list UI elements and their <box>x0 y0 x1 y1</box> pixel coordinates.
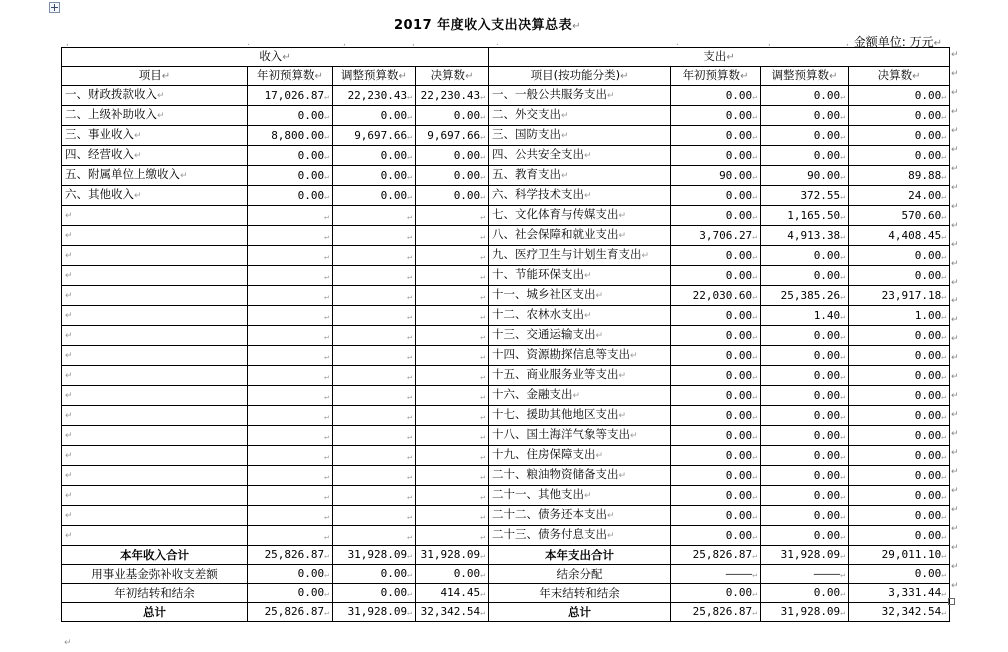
summary-income-initial: 25,826.87 ↵ <box>248 546 333 565</box>
expense-final: 1.00 ↵ <box>849 306 950 326</box>
empty-cell <box>333 366 416 386</box>
expense-initial: 0.00 ↵ <box>671 186 761 206</box>
empty-cell <box>62 526 248 546</box>
empty-cell <box>248 326 333 346</box>
row-end-mark: ↵ <box>951 467 959 478</box>
income-initial: 17,026.87 ↵ <box>248 86 333 106</box>
table-row <box>62 306 950 326</box>
table-row <box>62 226 950 246</box>
income-initial: 0.00 ↵ <box>248 186 333 206</box>
empty-cell <box>333 346 416 366</box>
expense-item: 二、外交支出 ↵ <box>489 106 671 126</box>
row-end-mark: ↵ <box>951 296 959 307</box>
summary-expense-adjusted: ———— ↵ <box>761 565 849 584</box>
expense-item: 五、教育支出 ↵ <box>489 166 671 186</box>
expense-adjusted: 0.00 ↵ <box>761 266 849 286</box>
table-row <box>62 506 950 526</box>
row-end-mark: ↵ <box>951 68 959 79</box>
empty-cell <box>248 466 333 486</box>
expense-initial: 3,706.27 ↵ <box>671 226 761 246</box>
table-row <box>62 86 950 106</box>
expense-item: 二十一、其他支出 ↵ <box>489 486 671 506</box>
expense-item: 十九、住房保障支出 ↵ <box>489 446 671 466</box>
expense-initial: 0.00 ↵ <box>671 266 761 286</box>
empty-cell <box>62 206 248 226</box>
expense-initial: 0.00 ↵ <box>671 526 761 546</box>
summary-income-initial: 0.00 ↵ <box>248 565 333 584</box>
expense-adjusted: 0.00 ↵ <box>761 366 849 386</box>
expense-adjusted: 0.00 ↵ <box>761 386 849 406</box>
empty-cell <box>333 486 416 506</box>
empty-cell <box>248 366 333 386</box>
summary-expense-item: 本年支出合计 <box>489 546 671 565</box>
summary-income-item: 总计 <box>62 603 248 622</box>
expense-initial: 0.00 ↵ <box>671 146 761 166</box>
paragraph-mark: ↵ <box>64 638 72 648</box>
expense-item: 十四、资源勘探信息等支出 ↵ <box>489 346 671 366</box>
expense-adjusted: 0.00 ↵ <box>761 346 849 366</box>
table-row <box>62 446 950 466</box>
expense-item: 七、文化体育与传媒支出 ↵ <box>489 206 671 226</box>
empty-cell <box>416 386 489 406</box>
summary-income-adjusted: 31,928.09 ↵ <box>333 603 416 622</box>
empty-cell <box>248 386 333 406</box>
expense-adjusted: 0.00 ↵ <box>761 106 849 126</box>
expense-item: 十一、城乡社区支出 ↵ <box>489 286 671 306</box>
table-row <box>62 286 950 306</box>
income-item: 二、上级补助收入 ↵ <box>62 106 248 126</box>
income-final: 0.00 ↵ <box>416 106 489 126</box>
expense-item: 十二、农林水支出 ↵ <box>489 306 671 326</box>
empty-cell <box>248 306 333 326</box>
expense-final: 4,408.45 ↵ <box>849 226 950 246</box>
empty-cell <box>248 506 333 526</box>
expense-item: 八、社会保障和就业支出 ↵ <box>489 226 671 246</box>
expense-item: 十三、交通运输支出 ↵ <box>489 326 671 346</box>
table-resize-handle[interactable] <box>948 598 955 605</box>
summary-expense-item: 年末结转和结余 <box>489 584 671 603</box>
income-initial: 0.00 ↵ <box>248 106 333 126</box>
expense-initial: 0.00 ↵ <box>671 366 761 386</box>
income-adjusted: 0.00 ↵ <box>333 186 416 206</box>
expense-item: 六、科学技术支出 ↵ <box>489 186 671 206</box>
row-end-mark: ↵ <box>951 410 959 421</box>
empty-cell <box>333 326 416 346</box>
col-expense-final: 决算数↵ <box>849 67 950 86</box>
expense-adjusted: 0.00 ↵ <box>761 526 849 546</box>
summary-income-final: 31,928.09 ↵ <box>416 546 489 565</box>
expense-initial: 0.00 ↵ <box>671 306 761 326</box>
row-end-mark: ↵ <box>951 182 959 193</box>
expense-initial: 0.00 ↵ <box>671 126 761 146</box>
table-row <box>62 406 950 426</box>
row-end-mark: ↵ <box>951 391 959 402</box>
row-end-mark: ↵ <box>951 580 959 591</box>
summary-income-item: 本年收入合计 <box>62 546 248 565</box>
col-income-item: 项目↵ <box>62 67 248 86</box>
empty-cell <box>333 206 416 226</box>
expense-adjusted: 0.00 ↵ <box>761 246 849 266</box>
empty-cell <box>416 346 489 366</box>
empty-cell <box>333 446 416 466</box>
expense-initial: 0.00 ↵ <box>671 406 761 426</box>
expense-item: 十五、商业服务业等支出 ↵ <box>489 366 671 386</box>
expense-adjusted: 0.00 ↵ <box>761 466 849 486</box>
budget-table <box>61 47 950 622</box>
income-adjusted: 0.00 ↵ <box>333 146 416 166</box>
expense-adjusted: 0.00 ↵ <box>761 506 849 526</box>
income-initial: 0.00 ↵ <box>248 166 333 186</box>
income-adjusted: 22,230.43 ↵ <box>333 86 416 106</box>
empty-cell <box>416 326 489 346</box>
expense-adjusted: 0.00 ↵ <box>761 486 849 506</box>
empty-cell <box>416 286 489 306</box>
empty-cell <box>333 406 416 426</box>
unit-label: 金额单位: 万元↵ <box>853 35 942 49</box>
document-title: 2017 年度收入支出决算总表↵ <box>393 18 582 33</box>
summary-income-initial: 25,826.87 ↵ <box>248 603 333 622</box>
empty-cell <box>62 246 248 266</box>
empty-cell <box>416 446 489 466</box>
expense-adjusted: 0.00 ↵ <box>761 86 849 106</box>
table-row <box>62 486 950 506</box>
expense-item: 九、医疗卫生与计划生育支出 ↵ <box>489 246 671 266</box>
summary-expense-adjusted: 31,928.09 ↵ <box>761 546 849 565</box>
empty-cell <box>416 226 489 246</box>
expense-adjusted: 372.55 ↵ <box>761 186 849 206</box>
expense-final: 0.00 ↵ <box>849 426 950 446</box>
expense-adjusted: 25,385.26 ↵ <box>761 286 849 306</box>
expense-initial: 0.00 ↵ <box>671 86 761 106</box>
expense-adjusted: 1.40 ↵ <box>761 306 849 326</box>
expense-final: 0.00 ↵ <box>849 406 950 426</box>
col-expense-item: 项目(按功能分类)↵ <box>489 67 671 86</box>
row-end-mark: ↵ <box>951 106 959 117</box>
expense-adjusted: 0.00 ↵ <box>761 146 849 166</box>
empty-cell <box>248 246 333 266</box>
section-header-row <box>62 48 950 67</box>
row-end-mark: ↵ <box>951 87 959 98</box>
summary-expense-initial: 25,826.87 ↵ <box>671 603 761 622</box>
expense-item: 十八、国土海洋气象等支出 ↵ <box>489 426 671 446</box>
summary-income-initial: 0.00 ↵ <box>248 584 333 603</box>
expense-adjusted: 0.00 ↵ <box>761 406 849 426</box>
empty-cell <box>416 506 489 526</box>
empty-cell <box>62 506 248 526</box>
empty-cell <box>62 226 248 246</box>
empty-cell <box>416 406 489 426</box>
table-row <box>62 146 950 166</box>
income-adjusted: 0.00 ↵ <box>333 166 416 186</box>
empty-cell <box>333 226 416 246</box>
summary-row <box>62 603 950 622</box>
empty-cell <box>248 526 333 546</box>
summary-row <box>62 565 950 584</box>
empty-cell <box>333 506 416 526</box>
expense-item: 十七、援助其他地区支出 ↵ <box>489 406 671 426</box>
empty-cell <box>62 366 248 386</box>
expense-initial: 0.00 ↵ <box>671 106 761 126</box>
expense-initial: 0.00 ↵ <box>671 466 761 486</box>
expense-adjusted: 1,165.50 ↵ <box>761 206 849 226</box>
expense-adjusted: 0.00 ↵ <box>761 426 849 446</box>
row-end-mark: ↵ <box>951 372 959 383</box>
summary-income-final: 414.45 ↵ <box>416 584 489 603</box>
expense-final: 0.00 ↵ <box>849 106 950 126</box>
table-row <box>62 206 950 226</box>
empty-cell <box>248 206 333 226</box>
expense-item: 四、公共安全支出 ↵ <box>489 146 671 166</box>
empty-cell <box>62 386 248 406</box>
expense-final: 89.88 ↵ <box>849 166 950 186</box>
summary-income-adjusted: 0.00 ↵ <box>333 584 416 603</box>
table-row <box>62 386 950 406</box>
income-adjusted: 0.00 ↵ <box>333 106 416 126</box>
empty-cell <box>248 446 333 466</box>
income-item: 三、事业收入 ↵ <box>62 126 248 146</box>
row-end-mark: ↵ <box>951 50 959 60</box>
expense-adjusted: 90.00 ↵ <box>761 166 849 186</box>
empty-cell <box>248 286 333 306</box>
expense-final: 24.00 ↵ <box>849 186 950 206</box>
summary-expense-final: 0.00 ↵ <box>849 565 950 584</box>
income-item: 一、财政拨款收入 ↵ <box>62 86 248 106</box>
summary-expense-final: 32,342.54 ↵ <box>849 603 950 622</box>
expense-adjusted: 0.00 ↵ <box>761 446 849 466</box>
empty-cell <box>416 206 489 226</box>
expense-final: 0.00 ↵ <box>849 326 950 346</box>
empty-cell <box>62 466 248 486</box>
table-row <box>62 346 950 366</box>
row-end-mark: ↵ <box>951 429 959 440</box>
expense-final: 0.00 ↵ <box>849 126 950 146</box>
expense-adjusted: 0.00 ↵ <box>761 126 849 146</box>
empty-cell <box>62 306 248 326</box>
table-row <box>62 246 950 266</box>
expense-final: 570.60 ↵ <box>849 206 950 226</box>
empty-cell <box>333 466 416 486</box>
table-row <box>62 106 950 126</box>
empty-cell <box>62 286 248 306</box>
row-end-mark: ↵ <box>951 542 959 553</box>
empty-cell <box>333 386 416 406</box>
table-row <box>62 266 950 286</box>
empty-cell <box>62 346 248 366</box>
expense-initial: 0.00 ↵ <box>671 346 761 366</box>
summary-expense-item: 总计 <box>489 603 671 622</box>
income-final: 22,230.43 ↵ <box>416 86 489 106</box>
table-row <box>62 126 950 146</box>
expense-item: 二十二、债务还本支出 ↵ <box>489 506 671 526</box>
empty-cell <box>416 526 489 546</box>
expense-final: 0.00 ↵ <box>849 346 950 366</box>
col-income-initial: 年初预算数↵ <box>248 67 333 86</box>
summary-row <box>62 546 950 565</box>
summary-expense-initial: 25,826.87 ↵ <box>671 546 761 565</box>
expense-header: 支出↵ <box>489 48 950 67</box>
expense-final: 0.00 ↵ <box>849 466 950 486</box>
summary-income-final: 32,342.54 ↵ <box>416 603 489 622</box>
row-end-mark: ↵ <box>951 258 959 269</box>
col-expense-adjusted: 调整预算数↵ <box>761 67 849 86</box>
expense-item: 十、节能环保支出 ↵ <box>489 266 671 286</box>
expense-initial: 0.00 ↵ <box>671 486 761 506</box>
empty-cell <box>248 486 333 506</box>
row-end-mark: ↵ <box>951 524 959 534</box>
empty-cell <box>333 526 416 546</box>
row-end-mark: ↵ <box>951 561 959 572</box>
expense-initial: 0.00 ↵ <box>671 446 761 466</box>
empty-cell <box>248 426 333 446</box>
expense-initial: 0.00 ↵ <box>671 386 761 406</box>
expense-initial: 22,030.60 ↵ <box>671 286 761 306</box>
summary-expense-initial: ———— ↵ <box>671 565 761 584</box>
empty-cell <box>416 366 489 386</box>
expense-item: 十六、金融支出 ↵ <box>489 386 671 406</box>
empty-cell <box>416 306 489 326</box>
expense-final: 0.00 ↵ <box>849 506 950 526</box>
empty-cell <box>333 306 416 326</box>
income-initial: 0.00 ↵ <box>248 146 333 166</box>
expense-final: 0.00 ↵ <box>849 486 950 506</box>
empty-cell <box>333 246 416 266</box>
empty-cell <box>62 446 248 466</box>
income-final: 0.00 ↵ <box>416 186 489 206</box>
empty-cell <box>333 286 416 306</box>
expense-item: 二十三、债务付息支出 ↵ <box>489 526 671 546</box>
summary-row <box>62 584 950 603</box>
row-end-mark: ↵ <box>951 486 959 497</box>
empty-cell <box>333 426 416 446</box>
expense-final: 0.00 ↵ <box>849 446 950 466</box>
row-end-mark: ↵ <box>951 448 959 459</box>
table-move-handle-icon[interactable] <box>49 2 60 13</box>
empty-cell <box>62 326 248 346</box>
summary-expense-adjusted: 0.00 ↵ <box>761 584 849 603</box>
row-end-mark: ↵ <box>951 163 959 174</box>
expense-adjusted: 0.00 ↵ <box>761 326 849 346</box>
row-end-mark: ↵ <box>951 239 959 250</box>
income-item: 六、其他收入 ↵ <box>62 186 248 206</box>
row-end-mark: ↵ <box>951 353 959 364</box>
summary-expense-final: 3,331.44 ↵ <box>849 584 950 603</box>
row-end-mark: ↵ <box>951 277 959 288</box>
income-final: 9,697.66 ↵ <box>416 126 489 146</box>
income-header: 收入↵ <box>62 48 489 67</box>
summary-income-item: 用事业基金弥补收支差额 <box>62 565 248 584</box>
table-row <box>62 466 950 486</box>
empty-cell <box>248 266 333 286</box>
expense-final: 0.00 ↵ <box>849 266 950 286</box>
table-row <box>62 186 950 206</box>
row-end-mark: ↵ <box>951 334 959 345</box>
expense-initial: 0.00 ↵ <box>671 506 761 526</box>
expense-final: 23,917.18 ↵ <box>849 286 950 306</box>
expense-final: 0.00 ↵ <box>849 366 950 386</box>
expense-item: 三、国防支出 ↵ <box>489 126 671 146</box>
empty-cell <box>248 406 333 426</box>
expense-initial: 0.00 ↵ <box>671 206 761 226</box>
table-row <box>62 166 950 186</box>
expense-final: 0.00 ↵ <box>849 526 950 546</box>
empty-cell <box>416 246 489 266</box>
expense-adjusted: 4,913.38 ↵ <box>761 226 849 246</box>
empty-cell <box>333 266 416 286</box>
empty-cell <box>416 426 489 446</box>
summary-expense-initial: 0.00 ↵ <box>671 584 761 603</box>
income-item: 四、经营收入 ↵ <box>62 146 248 166</box>
empty-cell <box>62 406 248 426</box>
income-initial: 8,800.00 ↵ <box>248 126 333 146</box>
row-end-mark: ↵ <box>951 201 959 212</box>
expense-initial: 0.00 ↵ <box>671 246 761 266</box>
empty-cell <box>416 266 489 286</box>
empty-cell <box>62 486 248 506</box>
expense-final: 0.00 ↵ <box>849 246 950 266</box>
row-end-mark: ↵ <box>951 505 959 516</box>
income-final: 0.00 ↵ <box>416 146 489 166</box>
summary-income-adjusted: 31,928.09 ↵ <box>333 546 416 565</box>
table-row <box>62 526 950 546</box>
income-item: 五、附属单位上缴收入 ↵ <box>62 166 248 186</box>
summary-expense-adjusted: 31,928.09 ↵ <box>761 603 849 622</box>
expense-item: 二十、粮油物资储备支出 ↵ <box>489 466 671 486</box>
col-expense-initial: 年初预算数↵ <box>671 67 761 86</box>
row-end-mark: ↵ <box>951 125 959 136</box>
column-header-row <box>62 67 950 86</box>
row-end-mark: ↵ <box>951 220 959 231</box>
empty-cell <box>248 346 333 366</box>
empty-cell <box>62 266 248 286</box>
empty-cell <box>416 466 489 486</box>
table-row <box>62 366 950 386</box>
expense-initial: 90.00 ↵ <box>671 166 761 186</box>
empty-cell <box>248 226 333 246</box>
summary-income-final: 0.00 ↵ <box>416 565 489 584</box>
summary-income-item: 年初结转和结余 <box>62 584 248 603</box>
table-row <box>62 326 950 346</box>
col-income-adjusted: 调整预算数↵ <box>333 67 416 86</box>
col-income-final: 决算数↵ <box>416 67 489 86</box>
expense-initial: 0.00 ↵ <box>671 326 761 346</box>
empty-cell <box>62 426 248 446</box>
row-end-mark: ↵ <box>951 144 959 155</box>
summary-expense-final: 29,011.10 ↵ <box>849 546 950 565</box>
expense-initial: 0.00 ↵ <box>671 426 761 446</box>
expense-final: 0.00 ↵ <box>849 386 950 406</box>
summary-expense-item: 结余分配 <box>489 565 671 584</box>
table-row <box>62 426 950 446</box>
row-end-mark: ↵ <box>951 315 959 326</box>
expense-final: 0.00 ↵ <box>849 146 950 166</box>
empty-cell <box>416 486 489 506</box>
income-adjusted: 9,697.66 ↵ <box>333 126 416 146</box>
income-final: 0.00 ↵ <box>416 166 489 186</box>
summary-income-adjusted: 0.00 ↵ <box>333 565 416 584</box>
expense-final: 0.00 ↵ <box>849 86 950 106</box>
expense-item: 一、一般公共服务支出 ↵ <box>489 86 671 106</box>
